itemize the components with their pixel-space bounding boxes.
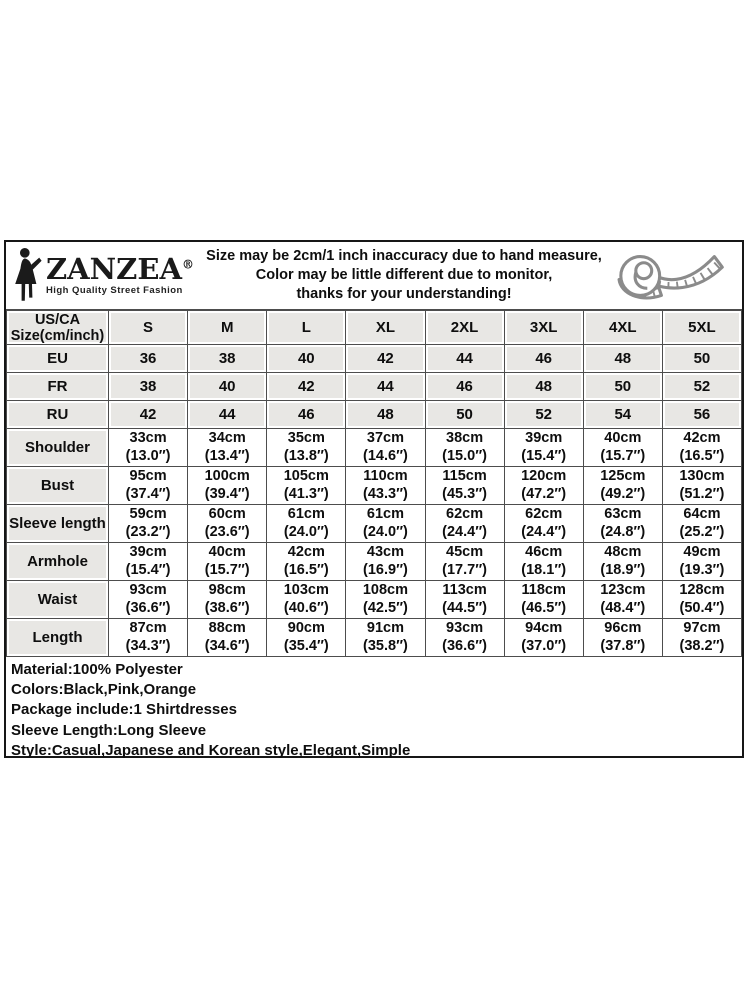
value-cm: 118cm: [521, 582, 566, 598]
value-cm: 45cm: [446, 544, 484, 560]
size-system-header-line: US/CA: [34, 311, 81, 328]
measurement-row: [7, 581, 742, 619]
measurement-value: [425, 581, 504, 619]
value-inch: (24.8″): [600, 523, 646, 540]
measuring-tape-icon: [608, 246, 736, 306]
size-column-header: S: [109, 311, 188, 345]
measurement-value: [109, 619, 188, 657]
conversion-value: 54: [583, 401, 662, 429]
conversion-value: 48: [504, 373, 583, 401]
measurement-value: [583, 543, 662, 581]
value-inch: (39.4″): [204, 485, 250, 502]
detail-line: Material:100% Polyester: [11, 661, 183, 678]
value-inch: (51.2″): [679, 485, 725, 502]
value-cm: 123cm: [600, 582, 646, 598]
value-inch: (36.6″): [125, 599, 171, 616]
value-inch: (42.5″): [363, 599, 408, 616]
notice-line-1: Size may be 2cm/1 inch inaccuracy due to hand measure,: [206, 248, 602, 264]
measurement-value: [504, 619, 583, 657]
measurement-value: [346, 505, 425, 543]
conversion-value: 46: [425, 373, 504, 401]
value-cm: 103cm: [283, 582, 329, 598]
value-cm: 115cm: [442, 468, 487, 484]
measurement-value: [267, 467, 346, 505]
row-label: Waist: [7, 581, 109, 619]
measurement-value: [188, 543, 267, 581]
value-inch: (17.7″): [442, 561, 487, 578]
measurement-value: [662, 467, 741, 505]
value-cm: 37cm: [366, 430, 404, 446]
value-cm: 62cm: [525, 506, 563, 522]
value-inch: (34.6″): [204, 637, 250, 654]
value-inch: (16.9″): [363, 561, 408, 578]
value-cm: 113cm: [442, 582, 487, 598]
conversion-value: 42: [267, 373, 346, 401]
size-system-header: [7, 311, 109, 345]
size-column-header: 2XL: [425, 311, 504, 345]
value-inch: (13.8″): [283, 447, 329, 464]
measurement-value: [109, 581, 188, 619]
measurement-value: [188, 467, 267, 505]
size-column-header: L: [267, 311, 346, 345]
brand-text: [46, 252, 194, 296]
value-inch: (45.3″): [442, 485, 487, 502]
value-inch: (15.7″): [204, 561, 250, 578]
value-inch: (35.8″): [363, 637, 408, 654]
conversion-row: [7, 373, 742, 401]
value-cm: 87cm: [129, 620, 167, 636]
value-inch: (25.2″): [679, 523, 725, 540]
measurement-value: [504, 543, 583, 581]
measurement-value: [109, 467, 188, 505]
value-cm: 90cm: [287, 620, 325, 636]
measurement-value: [188, 619, 267, 657]
size-column-header: XL: [346, 311, 425, 345]
value-cm: 64cm: [683, 506, 721, 522]
value-inch: (41.3″): [283, 485, 329, 502]
measurement-value: [425, 619, 504, 657]
measurement-value: [583, 505, 662, 543]
value-inch: (38.2″): [679, 637, 725, 654]
notice-line-3: thanks for your understanding!: [296, 286, 512, 302]
brand-name: ZANZEA®: [46, 252, 194, 286]
value-inch: (24.4″): [442, 523, 487, 540]
measurement-value: [662, 505, 741, 543]
conversion-value: 50: [662, 345, 741, 373]
conversion-value: 36: [109, 345, 188, 373]
value-inch: (23.2″): [125, 523, 171, 540]
measurement-value: [346, 581, 425, 619]
value-inch: (34.3″): [125, 637, 171, 654]
value-inch: (43.3″): [363, 485, 408, 502]
value-inch: (15.7″): [600, 447, 646, 464]
measurement-value: [583, 619, 662, 657]
value-inch: (24.0″): [283, 523, 329, 540]
value-cm: 120cm: [521, 468, 567, 484]
value-cm: 95cm: [129, 468, 167, 484]
measurement-row: [7, 619, 742, 657]
value-inch: (46.5″): [521, 599, 567, 616]
measurement-value: [425, 505, 504, 543]
measurement-value: [109, 543, 188, 581]
value-inch: (49.2″): [600, 485, 646, 502]
value-cm: 46cm: [525, 544, 563, 560]
value-cm: 98cm: [208, 582, 246, 598]
conversion-value: 44: [346, 373, 425, 401]
measurement-value: [346, 467, 425, 505]
size-system-header-line: Size(cm/inch): [10, 327, 105, 344]
value-cm: 108cm: [362, 582, 409, 598]
measurement-value: [583, 581, 662, 619]
conversion-value: 50: [583, 373, 662, 401]
size-header-row: [7, 311, 742, 345]
conversion-value: 40: [188, 373, 267, 401]
measurement-value: [267, 619, 346, 657]
value-inch: (13.4″): [204, 447, 250, 464]
row-label: Length: [7, 619, 109, 657]
measurement-value: [267, 505, 346, 543]
measurement-value: [188, 429, 267, 467]
measurement-value: [662, 581, 741, 619]
measure-notice: [200, 247, 608, 304]
value-inch: (48.4″): [600, 599, 646, 616]
measurement-value: [425, 543, 504, 581]
measurement-value: [346, 619, 425, 657]
conversion-value: 56: [662, 401, 741, 429]
value-cm: 42cm: [683, 430, 721, 446]
measurement-row: [7, 467, 742, 505]
conversion-value: 42: [109, 401, 188, 429]
value-cm: 59cm: [129, 506, 167, 522]
size-column-header: 3XL: [504, 311, 583, 345]
measurement-value: [109, 429, 188, 467]
row-label: RU: [7, 401, 109, 429]
value-inch: (47.2″): [521, 485, 567, 502]
value-cm: 40cm: [604, 430, 642, 446]
value-inch: (16.5″): [283, 561, 329, 578]
measurement-value: [425, 467, 504, 505]
value-inch: (37.4″): [125, 485, 171, 502]
value-inch: (18.9″): [600, 561, 646, 578]
value-inch: (24.0″): [363, 523, 408, 540]
value-cm: 34cm: [208, 430, 246, 446]
measurement-value: [109, 505, 188, 543]
value-cm: 91cm: [366, 620, 404, 636]
brand-logo: [6, 246, 200, 306]
value-inch: (13.0″): [125, 447, 171, 464]
value-cm: 39cm: [525, 430, 563, 446]
conversion-value: 40: [267, 345, 346, 373]
measurement-value: [188, 505, 267, 543]
measurement-value: [346, 543, 425, 581]
measurement-value: [346, 429, 425, 467]
value-inch: (23.6″): [204, 523, 250, 540]
row-label: Shoulder: [7, 429, 109, 467]
value-cm: 43cm: [366, 544, 404, 560]
brand-tagline: High Quality Street Fashion: [46, 285, 183, 296]
conversion-value: 52: [504, 401, 583, 429]
value-cm: 94cm: [525, 620, 563, 636]
value-cm: 61cm: [366, 506, 404, 522]
measurement-row: [7, 505, 742, 543]
product-details: [6, 657, 742, 761]
value-inch: (50.4″): [679, 599, 725, 616]
measurement-row: [7, 543, 742, 581]
conversion-value: 48: [583, 345, 662, 373]
value-inch: (38.6″): [204, 599, 250, 616]
conversion-value: 44: [188, 401, 267, 429]
value-cm: 97cm: [683, 620, 721, 636]
conversion-value: 52: [662, 373, 741, 401]
value-cm: 49cm: [683, 544, 721, 560]
size-column-header: 4XL: [583, 311, 662, 345]
conversion-value: 46: [267, 401, 346, 429]
conversion-row: [7, 345, 742, 373]
value-inch: (15.0″): [442, 447, 487, 464]
value-cm: 60cm: [208, 506, 246, 522]
measurement-value: [504, 581, 583, 619]
value-inch: (15.4″): [521, 447, 567, 464]
measurement-value: [425, 429, 504, 467]
measurement-value: [504, 467, 583, 505]
size-chart-sheet: [4, 240, 744, 758]
value-cm: 93cm: [129, 582, 167, 598]
value-inch: (37.0″): [521, 637, 567, 654]
size-column-header: 5XL: [662, 311, 741, 345]
conversion-row: [7, 401, 742, 429]
row-label: Bust: [7, 467, 109, 505]
conversion-value: 38: [109, 373, 188, 401]
conversion-value: 38: [188, 345, 267, 373]
value-cm: 110cm: [363, 468, 408, 484]
measurement-value: [267, 429, 346, 467]
registered-mark: ®: [181, 257, 194, 272]
value-cm: 62cm: [446, 506, 484, 522]
size-chart-table: [6, 310, 742, 657]
detail-line: Style:Casual,Japanese and Korean style,Elegant,Simple: [11, 741, 411, 759]
value-inch: (18.1″): [521, 561, 567, 578]
value-cm: 39cm: [129, 544, 167, 560]
measurement-value: [188, 581, 267, 619]
measurement-row: [7, 429, 742, 467]
conversion-value: 42: [346, 345, 425, 373]
value-inch: (19.3″): [679, 561, 725, 578]
value-cm: 48cm: [604, 544, 642, 560]
value-inch: (24.4″): [521, 523, 567, 540]
value-cm: 96cm: [604, 620, 642, 636]
value-cm: 88cm: [208, 620, 246, 636]
value-cm: 93cm: [446, 620, 484, 636]
value-cm: 40cm: [208, 544, 246, 560]
value-inch: (36.6″): [442, 637, 487, 654]
measurement-value: [662, 429, 741, 467]
notice-line-2: Color may be little different due to monitor,: [255, 267, 553, 283]
value-cm: 35cm: [287, 430, 325, 446]
woman-silhouette-icon: [12, 246, 44, 306]
measurement-value: [504, 505, 583, 543]
measurement-value: [267, 581, 346, 619]
conversion-value: 46: [504, 345, 583, 373]
value-inch: (15.4″): [125, 561, 171, 578]
row-label: Sleeve length: [7, 505, 109, 543]
conversion-value: 44: [425, 345, 504, 373]
value-cm: 33cm: [129, 430, 167, 446]
value-cm: 38cm: [446, 430, 484, 446]
detail-line: Sleeve Length:Long Sleeve: [11, 721, 207, 739]
row-label: EU: [7, 345, 109, 373]
value-cm: 61cm: [287, 506, 325, 522]
detail-line: Package include:1 Shirtdresses: [11, 701, 237, 719]
value-cm: 105cm: [283, 468, 329, 484]
measurement-value: [662, 619, 741, 657]
value-cm: 128cm: [679, 582, 725, 598]
measurement-value: [583, 429, 662, 467]
value-inch: (35.4″): [283, 637, 329, 654]
value-cm: 100cm: [204, 468, 250, 484]
measurement-value: [662, 543, 741, 581]
value-inch: (16.5″): [679, 447, 725, 464]
conversion-value: 50: [425, 401, 504, 429]
measurement-value: [504, 429, 583, 467]
value-cm: 130cm: [679, 468, 725, 484]
value-inch: (37.8″): [600, 637, 646, 654]
value-inch: (40.6″): [283, 599, 329, 616]
value-inch: (44.5″): [442, 599, 487, 616]
row-label: FR: [7, 373, 109, 401]
detail-line: Colors:Black,Pink,Orange: [11, 681, 197, 699]
row-label: Armhole: [7, 543, 109, 581]
conversion-value: 48: [346, 401, 425, 429]
measurement-value: [267, 543, 346, 581]
header-band: [6, 242, 742, 310]
value-inch: (14.6″): [363, 447, 408, 464]
measurement-value: [583, 467, 662, 505]
value-cm: 125cm: [600, 468, 646, 484]
size-column-header: M: [188, 311, 267, 345]
value-cm: 42cm: [287, 544, 325, 560]
value-cm: 63cm: [604, 506, 642, 522]
